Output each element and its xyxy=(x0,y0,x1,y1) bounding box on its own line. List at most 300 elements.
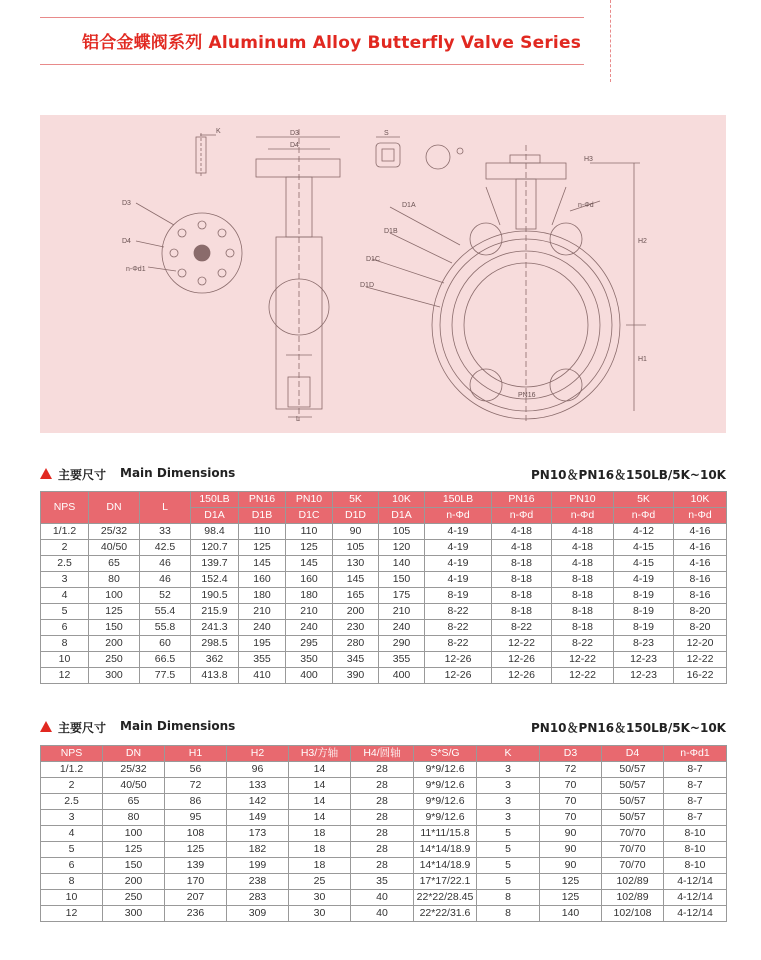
table-cell: 8-7 xyxy=(664,794,727,810)
table-cell: 5 xyxy=(41,842,103,858)
table-row xyxy=(41,636,727,652)
table-cell: 4-19 xyxy=(614,572,674,588)
table-cell: 12-22 xyxy=(552,668,614,684)
label-h1: H1 xyxy=(638,356,647,363)
th-nps: NPS xyxy=(41,746,103,762)
table-cell: 110 xyxy=(286,524,333,540)
table-cell: 14*14/18.9 xyxy=(414,858,477,874)
table-cell: 4-19 xyxy=(425,524,492,540)
table-cell: 12-26 xyxy=(492,652,552,668)
table-cell: 4-12/14 xyxy=(664,906,727,922)
label-d3: D3 xyxy=(290,130,299,137)
table-cell: 8-19 xyxy=(614,620,674,636)
table-cell: 80 xyxy=(103,810,165,826)
table-cell: 3 xyxy=(41,572,89,588)
table-cell: 207 xyxy=(165,890,227,906)
table-cell: 12 xyxy=(41,906,103,922)
label-d1a: D1A xyxy=(402,202,416,209)
table-cell: 25/32 xyxy=(103,762,165,778)
table-cell: 66.5 xyxy=(140,652,191,668)
table-cell: 390 xyxy=(333,668,379,684)
th-h1: H1 xyxy=(165,746,227,762)
table-row xyxy=(41,620,727,636)
table-cell: 125 xyxy=(165,842,227,858)
header-bottom-rule xyxy=(40,64,584,65)
table-cell: 10 xyxy=(41,890,103,906)
th-nd1: n-Φd1 xyxy=(664,746,727,762)
table-row xyxy=(41,588,727,604)
table-cell: 5 xyxy=(477,858,540,874)
table-cell: 362 xyxy=(191,652,239,668)
th-d1c: D1C xyxy=(286,508,333,524)
table-cell: 298.5 xyxy=(191,636,239,652)
table-cell: 145 xyxy=(333,572,379,588)
table-cell: 70 xyxy=(540,794,602,810)
table-cell: 8-18 xyxy=(492,604,552,620)
label-d3-left: D3 xyxy=(122,200,131,207)
table-cell: 8-22 xyxy=(552,636,614,652)
table-cell: 42.5 xyxy=(140,540,191,556)
table-cell: 350 xyxy=(286,652,333,668)
table-cell: 290 xyxy=(379,636,425,652)
label-d4: D4 xyxy=(290,142,299,149)
label-h2: H2 xyxy=(638,238,647,245)
table-cell: 90 xyxy=(540,858,602,874)
table-cell: 200 xyxy=(89,636,140,652)
table-cell: 8-19 xyxy=(614,588,674,604)
dimensions-table-1 xyxy=(40,491,727,684)
table-cell: 5 xyxy=(41,604,89,620)
table-cell: 50/57 xyxy=(602,778,664,794)
table-cell: 400 xyxy=(286,668,333,684)
side-section-view xyxy=(256,129,340,421)
table-cell: 105 xyxy=(333,540,379,556)
table-cell: 410 xyxy=(239,668,286,684)
technical-drawing xyxy=(40,115,726,433)
table-cell: 56 xyxy=(165,762,227,778)
table-cell: 240 xyxy=(286,620,333,636)
label-k: K xyxy=(216,128,221,135)
table-cell: 125 xyxy=(103,842,165,858)
table-cell: 50/57 xyxy=(602,810,664,826)
table-cell: 6 xyxy=(41,858,103,874)
table-cell: 4 xyxy=(41,588,89,604)
table-cell: 283 xyxy=(227,890,289,906)
table-cell: 140 xyxy=(379,556,425,572)
th-h3: H3/方轴 xyxy=(289,746,351,762)
table-cell: 5 xyxy=(477,842,540,858)
table-cell: 70/70 xyxy=(602,826,664,842)
table-cell: 2.5 xyxy=(41,794,103,810)
table-cell: 18 xyxy=(289,858,351,874)
table-cell: 28 xyxy=(351,842,414,858)
table-row xyxy=(41,572,727,588)
th-pn16-bolt: PN16 xyxy=(492,492,552,508)
table-cell: 145 xyxy=(239,556,286,572)
section-title-cn: 主要尺寸 xyxy=(58,468,107,482)
table-cell: 12 xyxy=(41,668,89,684)
table-cell: 3 xyxy=(477,762,540,778)
page-title: 铝合金蝶阀系列 Aluminum Alloy Butterfly Valve Series xyxy=(82,33,582,53)
table-cell: 12-22 xyxy=(492,636,552,652)
label-s: S xyxy=(384,130,389,137)
table-cell: 1/1.2 xyxy=(41,762,103,778)
front-view xyxy=(366,145,646,421)
table-cell: 4-19 xyxy=(425,540,492,556)
table-cell: 210 xyxy=(286,604,333,620)
table-cell: 2 xyxy=(41,778,103,794)
table-cell: 238 xyxy=(227,874,289,890)
table-cell: 9*9/12.6 xyxy=(414,778,477,794)
table-cell: 3 xyxy=(477,810,540,826)
table-cell: 28 xyxy=(351,826,414,842)
th-150lb: 150LB xyxy=(191,492,239,508)
table-cell: 300 xyxy=(103,906,165,922)
table-cell: 30 xyxy=(289,906,351,922)
warning-triangle-icon xyxy=(40,468,52,479)
table-cell: 3 xyxy=(41,810,103,826)
label-n-d: n-Φd xyxy=(578,202,594,209)
table-cell: 12-26 xyxy=(492,668,552,684)
table-cell: 200 xyxy=(333,604,379,620)
table-cell: 8-18 xyxy=(492,556,552,572)
table-cell: 55.8 xyxy=(140,620,191,636)
table-cell: 8 xyxy=(41,874,103,890)
table-cell: 102/89 xyxy=(602,874,664,890)
table-cell: 100 xyxy=(89,588,140,604)
table-row xyxy=(41,890,727,906)
th-d1b: D1B xyxy=(239,508,286,524)
table-cell: 4-12/14 xyxy=(664,874,727,890)
table-cell: 8-20 xyxy=(674,620,727,636)
table-cell: 4-18 xyxy=(552,524,614,540)
table-cell: 236 xyxy=(165,906,227,922)
th-150lb-bolt: 150LB xyxy=(425,492,492,508)
table-cell: 46 xyxy=(140,572,191,588)
shaft-details xyxy=(376,137,463,169)
table-cell: 8-7 xyxy=(664,762,727,778)
table-cell: 12-22 xyxy=(552,652,614,668)
table-cell: 149 xyxy=(227,810,289,826)
table-cell: 8-18 xyxy=(552,620,614,636)
section-title-cn: 主要尺寸 xyxy=(58,721,107,735)
table-cell: 133 xyxy=(227,778,289,794)
table-cell: 105 xyxy=(379,524,425,540)
table-cell: 11*11/15.8 xyxy=(414,826,477,842)
table-cell: 150 xyxy=(379,572,425,588)
table-cell: 35 xyxy=(351,874,414,890)
table-cell: 80 xyxy=(89,572,140,588)
table-cell: 125 xyxy=(540,890,602,906)
th-ssg: S*S/G xyxy=(414,746,477,762)
table-cell: 100 xyxy=(103,826,165,842)
table-cell: 17*17/22.1 xyxy=(414,874,477,890)
table-cell: 139 xyxy=(165,858,227,874)
table-cell: 90 xyxy=(333,524,379,540)
table-row xyxy=(41,778,727,794)
table-cell: 170 xyxy=(165,874,227,890)
table-row xyxy=(41,810,727,826)
th-10k: 10K xyxy=(379,492,425,508)
table-row xyxy=(41,668,727,684)
table-cell: 250 xyxy=(89,652,140,668)
table-cell: 240 xyxy=(239,620,286,636)
table-cell: 150 xyxy=(103,858,165,874)
table-cell: 12-23 xyxy=(614,652,674,668)
table-cell: 140 xyxy=(540,906,602,922)
table-cell: 8-18 xyxy=(552,588,614,604)
table-cell: 8 xyxy=(477,890,540,906)
flange-top-view xyxy=(136,203,242,293)
table-cell: 12-26 xyxy=(425,652,492,668)
th-nd-pn10: n-Φd xyxy=(552,508,614,524)
table-cell: 5 xyxy=(477,826,540,842)
th-nd-10k: n-Φd xyxy=(674,508,727,524)
th-k: K xyxy=(477,746,540,762)
table-cell: 125 xyxy=(89,604,140,620)
table-row xyxy=(41,762,727,778)
table-cell: 28 xyxy=(351,794,414,810)
table-cell: 210 xyxy=(379,604,425,620)
table-cell: 22*22/31.6 xyxy=(414,906,477,922)
th-pn10-bolt: PN10 xyxy=(552,492,614,508)
table-cell: 28 xyxy=(351,858,414,874)
table-cell: 4-18 xyxy=(492,540,552,556)
section-standards: PN10＆PN16＆150LB/5K~10K xyxy=(530,468,726,482)
th-pn10: PN10 xyxy=(286,492,333,508)
label-h3: H3 xyxy=(584,156,593,163)
table-cell: 9*9/12.6 xyxy=(414,762,477,778)
table-cell: 8-22 xyxy=(425,636,492,652)
table-cell: 240 xyxy=(379,620,425,636)
table-cell: 8-7 xyxy=(664,778,727,794)
table-cell: 60 xyxy=(140,636,191,652)
table-cell: 4-19 xyxy=(425,572,492,588)
table-cell: 180 xyxy=(239,588,286,604)
table-cell: 90 xyxy=(540,826,602,842)
table-cell: 8-22 xyxy=(492,620,552,636)
table-cell: 8-22 xyxy=(425,620,492,636)
table-row xyxy=(41,540,727,556)
table-cell: 125 xyxy=(239,540,286,556)
table-cell: 14 xyxy=(289,810,351,826)
table-cell: 4-19 xyxy=(425,556,492,572)
table-row xyxy=(41,524,727,540)
table-cell: 241.3 xyxy=(191,620,239,636)
section-title-en: Main Dimensions xyxy=(120,719,236,733)
table-cell: 70 xyxy=(540,810,602,826)
table-cell: 280 xyxy=(333,636,379,652)
table-cell: 2 xyxy=(41,540,89,556)
label-l: L xyxy=(296,416,300,423)
th-5k-bolt: 5K xyxy=(614,492,674,508)
table-cell: 14 xyxy=(289,762,351,778)
th-pn16: PN16 xyxy=(239,492,286,508)
table-cell: 400 xyxy=(379,668,425,684)
table-cell: 139.7 xyxy=(191,556,239,572)
table-cell: 12-20 xyxy=(674,636,727,652)
table-cell: 160 xyxy=(286,572,333,588)
table-cell: 4-15 xyxy=(614,540,674,556)
table-cell: 145 xyxy=(286,556,333,572)
table-cell: 30 xyxy=(289,890,351,906)
label-d1d: D1D xyxy=(360,282,375,289)
table-cell: 355 xyxy=(239,652,286,668)
table-cell: 4-16 xyxy=(674,556,727,572)
table-cell: 8-20 xyxy=(674,604,727,620)
table-cell: 8-10 xyxy=(664,842,727,858)
table-cell: 18 xyxy=(289,842,351,858)
table-cell: 345 xyxy=(333,652,379,668)
table-cell: 40/50 xyxy=(89,540,140,556)
table-cell: 182 xyxy=(227,842,289,858)
table-cell: 9*9/12.6 xyxy=(414,810,477,826)
th-nd-5k: n-Φd xyxy=(614,508,674,524)
table-cell: 25 xyxy=(289,874,351,890)
table-cell: 210 xyxy=(239,604,286,620)
table-cell: 95 xyxy=(165,810,227,826)
table-cell: 8-18 xyxy=(552,604,614,620)
table-cell: 40/50 xyxy=(103,778,165,794)
table-cell: 28 xyxy=(351,810,414,826)
table-cell: 50/57 xyxy=(602,794,664,810)
table-row xyxy=(41,556,727,572)
table-cell: 102/108 xyxy=(602,906,664,922)
table-cell: 6 xyxy=(41,620,89,636)
table-row xyxy=(41,604,727,620)
label-d1c: D1C xyxy=(366,256,381,263)
th-5k: 5K xyxy=(333,492,379,508)
table-cell: 180 xyxy=(286,588,333,604)
table-cell: 120.7 xyxy=(191,540,239,556)
table-cell: 8-18 xyxy=(492,572,552,588)
table-row xyxy=(41,826,727,842)
table-cell: 40 xyxy=(351,906,414,922)
table-row xyxy=(41,842,727,858)
table-cell: 8-23 xyxy=(614,636,674,652)
table-cell: 8-7 xyxy=(664,810,727,826)
table-cell: 150 xyxy=(89,620,140,636)
table-cell: 125 xyxy=(286,540,333,556)
table-cell: 22*22/28.45 xyxy=(414,890,477,906)
table-cell: 12-26 xyxy=(425,668,492,684)
label-pn: PN16 xyxy=(518,392,536,399)
table-cell: 25/32 xyxy=(89,524,140,540)
th-dn: DN xyxy=(89,492,140,524)
table-cell: 70/70 xyxy=(602,858,664,874)
table-cell: 2.5 xyxy=(41,556,89,572)
table-cell: 12-22 xyxy=(674,652,727,668)
table-cell: 65 xyxy=(103,794,165,810)
table-cell: 110 xyxy=(239,524,286,540)
table-cell: 4-18 xyxy=(552,540,614,556)
table-cell: 1/1.2 xyxy=(41,524,89,540)
table-cell: 86 xyxy=(165,794,227,810)
header-top-rule xyxy=(40,17,584,18)
table-cell: 4-15 xyxy=(614,556,674,572)
table-cell: 250 xyxy=(103,890,165,906)
table-cell: 199 xyxy=(227,858,289,874)
th-h4: H4/圆轴 xyxy=(351,746,414,762)
section-standards: PN10＆PN16＆150LB/5K~10K xyxy=(530,721,726,735)
table-cell: 8-18 xyxy=(492,588,552,604)
table-cell: 3 xyxy=(477,778,540,794)
table-cell: 14 xyxy=(289,778,351,794)
table-cell: 28 xyxy=(351,778,414,794)
table-cell: 3 xyxy=(477,794,540,810)
table-cell: 65 xyxy=(89,556,140,572)
table-cell: 4-16 xyxy=(674,540,727,556)
table-cell: 8-10 xyxy=(664,858,727,874)
table-cell: 12-23 xyxy=(614,668,674,684)
table-cell: 4-18 xyxy=(552,556,614,572)
table-cell: 215.9 xyxy=(191,604,239,620)
warning-triangle-icon xyxy=(40,721,52,732)
table-cell: 160 xyxy=(239,572,286,588)
table-cell: 8-16 xyxy=(674,588,727,604)
table-cell: 230 xyxy=(333,620,379,636)
th-l: L xyxy=(140,492,191,524)
table-cell: 175 xyxy=(379,588,425,604)
table-cell: 46 xyxy=(140,556,191,572)
th-d1d: D1D xyxy=(333,508,379,524)
table-row xyxy=(41,794,727,810)
table-cell: 9*9/12.6 xyxy=(414,794,477,810)
table-cell: 16-22 xyxy=(674,668,727,684)
table-cell: 130 xyxy=(333,556,379,572)
table-cell: 10 xyxy=(41,652,89,668)
table-cell: 72 xyxy=(165,778,227,794)
th-10k-bolt: 10K xyxy=(674,492,727,508)
table-cell: 355 xyxy=(379,652,425,668)
table-cell: 14*14/18.9 xyxy=(414,842,477,858)
table-cell: 50/57 xyxy=(602,762,664,778)
table-cell: 8-22 xyxy=(425,604,492,620)
table-cell: 8-19 xyxy=(614,604,674,620)
table-cell: 40 xyxy=(351,890,414,906)
table-cell: 295 xyxy=(286,636,333,652)
table-cell: 8-18 xyxy=(552,572,614,588)
table-cell: 90 xyxy=(540,842,602,858)
table-cell: 8-10 xyxy=(664,826,727,842)
table-cell: 165 xyxy=(333,588,379,604)
table-cell: 96 xyxy=(227,762,289,778)
table-row xyxy=(41,874,727,890)
th-d1a-10k: D1A xyxy=(379,508,425,524)
table-cell: 98.4 xyxy=(191,524,239,540)
dimensions-table-2 xyxy=(40,745,727,922)
section-title-en: Main Dimensions xyxy=(120,466,236,480)
table-cell: 55.4 xyxy=(140,604,191,620)
table-cell: 70/70 xyxy=(602,842,664,858)
section-heading-2 xyxy=(40,719,726,737)
table-cell: 142 xyxy=(227,794,289,810)
table-row xyxy=(41,858,727,874)
table-cell: 72 xyxy=(540,762,602,778)
label-d4-left: D4 xyxy=(122,238,131,245)
label-n-d1: n-Φd1 xyxy=(126,266,146,273)
table-row xyxy=(41,652,727,668)
table-cell: 14 xyxy=(289,794,351,810)
table-cell: 8 xyxy=(477,906,540,922)
table-cell: 52 xyxy=(140,588,191,604)
table-cell: 173 xyxy=(227,826,289,842)
table-cell: 152.4 xyxy=(191,572,239,588)
th-h2: H2 xyxy=(227,746,289,762)
table-cell: 195 xyxy=(239,636,286,652)
table-cell: 18 xyxy=(289,826,351,842)
th-nd-pn16: n-Φd xyxy=(492,508,552,524)
